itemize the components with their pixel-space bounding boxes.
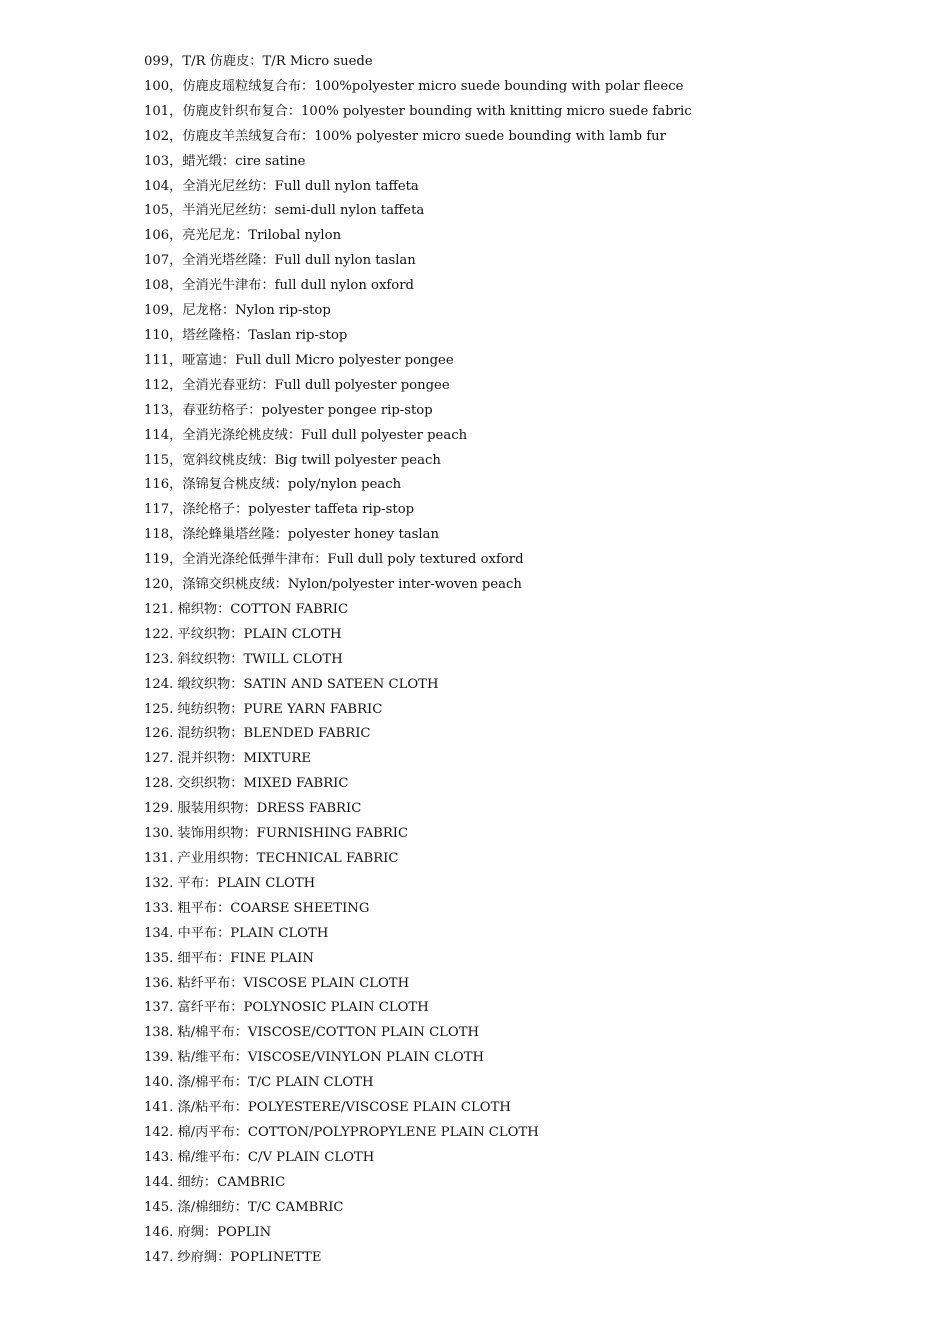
glossary-entry: 121. 棉织物：COTTON FABRIC <box>144 601 349 617</box>
glossary-entry: 133. 粗平布：COARSE SHEETING <box>144 900 370 916</box>
glossary-entry: 145. 涤/棉细纺：T/C CAMBRIC <box>144 1199 344 1215</box>
glossary-entry: 127. 混并织物：MIXTURE <box>144 751 312 767</box>
glossary-entry: 101，仿鹿皮针织布复合：100% polyester bounding with knitting micro suede fabric <box>144 103 692 119</box>
glossary-entry: 125. 纯纺织物：PURE YARN FABRIC <box>144 701 383 717</box>
glossary-entry: 115，宽斜纹桃皮绒：Big twill polyester peach <box>144 452 441 468</box>
glossary-entry: 139. 粘/维平布：VISCOSE/VINYLON PLAIN CLOTH <box>144 1050 485 1066</box>
glossary-entry: 140. 涤/棉平布：T/C PLAIN CLOTH <box>144 1075 374 1091</box>
glossary-entry: 138. 粘/棉平布：VISCOSE/COTTON PLAIN CLOTH <box>144 1025 480 1041</box>
glossary-entry: 102，仿鹿皮羊羔绒复合布：100% polyester micro suede bounding with lamb fur <box>144 128 666 144</box>
glossary-entry: 132. 平布：PLAIN CLOTH <box>144 875 316 891</box>
glossary-entry: 117，涤纶格子：polyester taffeta rip-stop <box>144 502 415 518</box>
glossary-entry: 111，哑富迪：Full dull Micro polyester pongee <box>144 352 454 368</box>
glossary-entry: 122. 平纹织物：PLAIN CLOTH <box>144 626 342 642</box>
glossary-entry: 137. 富纤平布：POLYNOSIC PLAIN CLOTH <box>144 1000 429 1016</box>
glossary-entry: 106，亮光尼龙：Trilobal nylon <box>144 228 342 244</box>
glossary-entry: 100，仿鹿皮瑶粒绒复合布：100%polyester micro suede bounding with polar fleece <box>144 78 684 94</box>
glossary-entry: 123. 斜纹织物：TWILL CLOTH <box>144 651 343 667</box>
glossary-entry: 113，春亚纺格子：polyester pongee rip-stop <box>144 402 433 418</box>
glossary-entry: 142. 棉/丙平布：COTTON/POLYPROPYLENE PLAIN CLOTH <box>144 1124 539 1140</box>
glossary-entry: 144. 细纺：CAMBRIC <box>144 1174 286 1190</box>
glossary-entry: 116，涤锦复合桃皮绒：poly/nylon peach <box>144 477 402 493</box>
glossary-entry: 124. 缎纹织物：SATIN AND SATEEN CLOTH <box>144 676 439 692</box>
glossary-entry: 107，全消光塔丝隆：Full dull nylon taslan <box>144 253 416 269</box>
glossary-entry: 135. 细平布：FINE PLAIN <box>144 950 314 966</box>
glossary-entry: 141. 涤/粘平布：POLYESTERE/VISCOSE PLAIN CLOTH <box>144 1100 511 1116</box>
glossary-entry: 105，半消光尼丝纺：semi-dull nylon taffeta <box>144 203 425 219</box>
glossary-entry: 129. 服装用织物：DRESS FABRIC <box>144 801 362 817</box>
glossary-entry: 108，全消光牛津布：full dull nylon oxford <box>144 278 414 294</box>
glossary-list <box>144 50 692 1270</box>
glossary-entry: 134. 中平布：PLAIN CLOTH <box>144 925 329 941</box>
glossary-entry: 147. 纱府绸：POPLINETTE <box>144 1249 322 1265</box>
glossary-entry: 128. 交织织物：MIXED FABRIC <box>144 776 349 792</box>
glossary-entry: 143. 棉/维平布：C/V PLAIN CLOTH <box>144 1149 375 1165</box>
glossary-entry: 136. 粘纤平布：VISCOSE PLAIN CLOTH <box>144 975 410 991</box>
glossary-entry: 131. 产业用织物：TECHNICAL FABRIC <box>144 851 399 866</box>
glossary-entry: 104，全消光尼丝纺：Full dull nylon taffeta <box>144 178 419 194</box>
glossary-entry: 130. 装饰用织物：FURNISHING FABRIC <box>144 826 409 842</box>
glossary-entry: 120，涤锦交织桃皮绒：Nylon/polyester inter-woven peach <box>144 577 522 593</box>
glossary-entry: 118，涤纶蜂巢塔丝隆：polyester honey taslan <box>144 527 439 543</box>
glossary-entry: 119，全消光涤纶低弹牛津布：Full dull poly textured oxford <box>144 552 524 568</box>
glossary-entry: 112，全消光春亚纺：Full dull polyester pongee <box>144 377 450 393</box>
glossary-entry: 109，尼龙格：Nylon rip-stop <box>144 303 331 319</box>
glossary-entry: 103，蜡光缎：cire satine <box>144 153 306 169</box>
glossary-entry: 110，塔丝隆格：Taslan rip-stop <box>144 327 348 343</box>
glossary-entry: 114，全消光涤纶桃皮绒：Full dull polyester peach <box>144 427 468 443</box>
glossary-entry: 099，T/R 仿鹿皮：T/R Micro suede <box>144 54 373 69</box>
glossary-entry: 126. 混纺织物：BLENDED FABRIC <box>144 726 371 742</box>
glossary-entry: 146. 府绸：POPLIN <box>144 1224 272 1240</box>
